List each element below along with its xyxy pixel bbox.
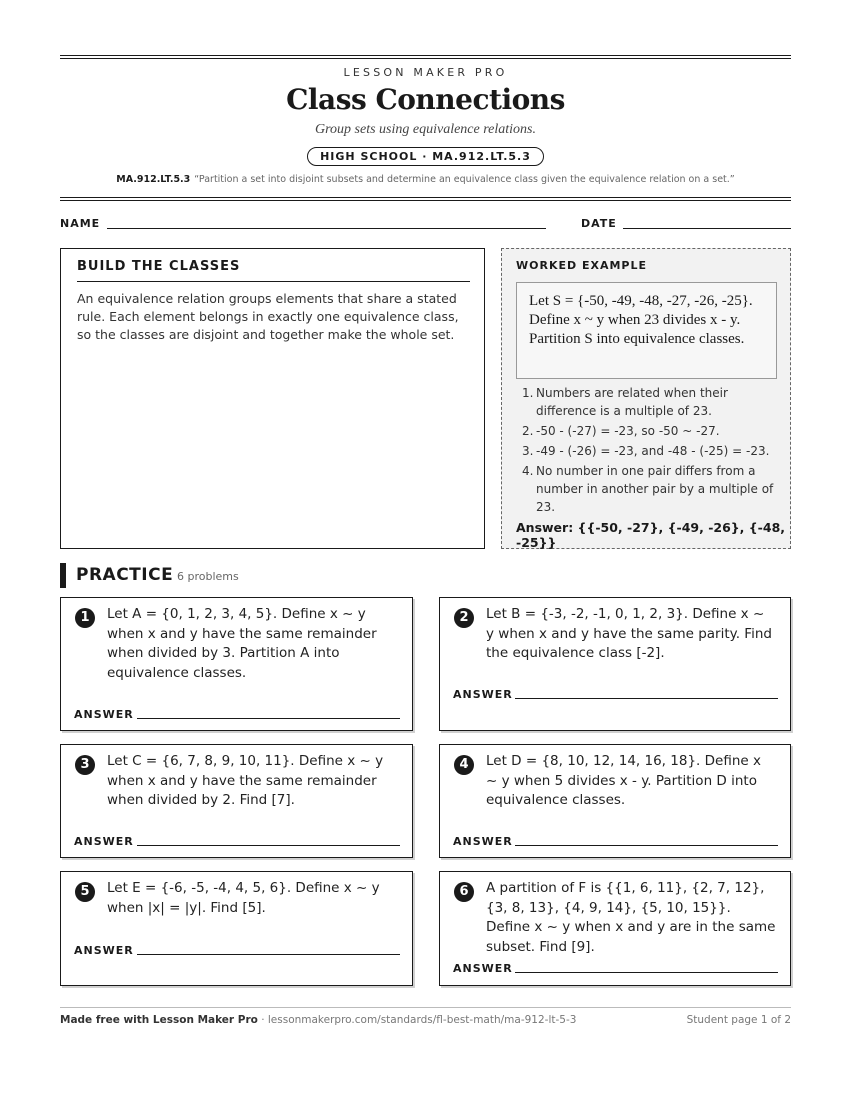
header-bottom-rule: [60, 197, 791, 201]
answer-label: ANSWER: [453, 835, 513, 848]
worked-example-steps: [516, 384, 778, 518]
worked-step: 3. -49 - (-26) = -23, and -48 - (-25) = -23.: [522, 444, 770, 458]
date-label: DATE: [581, 217, 617, 230]
footer-page-number: Student page 1 of 2: [686, 1014, 791, 1026]
problem-number-badge: 4: [454, 755, 474, 775]
name-label: NAME: [60, 217, 101, 230]
worked-example-heading: WORKED EXAMPLE: [516, 259, 647, 272]
level-badge: HIGH SCHOOL · MA.912.LT.5.3: [307, 147, 544, 166]
footer-made-with: Made free with Lesson Maker Pro: [60, 1014, 258, 1026]
answer-line[interactable]: [515, 845, 778, 846]
problem-number-badge: 6: [454, 882, 474, 902]
build-classes-panel: [60, 248, 485, 549]
problem-text: Let E = {-6, -5, -4, 4, 5, 6}. Define x ~ y when |x| = |y|. Find [5].: [107, 880, 380, 916]
standard-statement: [60, 174, 791, 185]
worked-step: 4. No number in one pair differs from a number in another pair by a multiple of 23.: [522, 464, 774, 514]
problem-card-1: [60, 597, 413, 731]
worked-step: 2. -50 - (-27) = -23, so -50 ~ -27.: [522, 424, 720, 438]
answer-line[interactable]: [137, 954, 400, 955]
problem-number-badge: 2: [454, 608, 474, 628]
answer-label: ANSWER: [74, 944, 134, 957]
problem-card-5: [60, 871, 413, 986]
answer-label: ANSWER: [453, 688, 513, 701]
answer-label: ANSWER: [74, 708, 134, 721]
worked-step: 1. Numbers are related when their difference is a multiple of 23.: [522, 386, 728, 418]
answer-line[interactable]: [137, 845, 400, 846]
brand-name: LESSON MAKER PRO: [343, 66, 508, 79]
date-field-line[interactable]: [623, 228, 791, 229]
answer-line[interactable]: [137, 718, 400, 719]
standard-code: MA.912.LT.5.3: [116, 174, 191, 185]
practice-heading: PRACTICE: [76, 565, 174, 585]
answer-line[interactable]: [515, 698, 778, 699]
problem-number-badge: 5: [75, 882, 95, 902]
standard-text: “Partition a set into disjoint subsets and determine an equivalence class given the equivalence relation on a set.”: [194, 174, 735, 185]
problem-number-badge: 3: [75, 755, 95, 775]
problem-text: Let A = {0, 1, 2, 3, 4, 5}. Define x ~ y when x and y have the same remainder when divided by 3. Partition A into equivalence classes.: [107, 606, 377, 681]
page-subtitle: Group sets using equivalence relations.: [315, 122, 536, 137]
problem-number-badge: 1: [75, 608, 95, 628]
answer-label: ANSWER: [453, 962, 513, 975]
footer-rule: [60, 1007, 791, 1008]
worked-example-problem: Let S = {-50, -49, -48, -27, -26, -25}. Define x ~ y when 23 divides x - y. Partition S into equivalence classes.: [516, 282, 777, 379]
answer-line[interactable]: [515, 972, 778, 973]
header-top-rule: [60, 55, 791, 59]
footer-url[interactable]: · lessonmakerpro.com/standards/fl-best-math/ma-912-lt-5-3: [257, 1014, 577, 1026]
problem-card-2: [439, 597, 791, 731]
problem-text: Let D = {8, 10, 12, 14, 16, 18}. Define x ~ y when 5 divides x - y. Partition D into equivalence classes.: [486, 753, 761, 808]
problem-text: Let B = {-3, -2, -1, 0, 1, 2, 3}. Define x ~ y when x and y have the same parity. Find the equivalence class [-2].: [486, 606, 772, 661]
problem-card-6: [439, 871, 791, 986]
problem-card-4: [439, 744, 791, 858]
problem-card-3: [60, 744, 413, 858]
build-classes-heading: BUILD THE CLASSES: [77, 259, 470, 282]
practice-accent-bar: [60, 563, 66, 588]
problem-text: Let C = {6, 7, 8, 9, 10, 11}. Define x ~ y when x and y have the same remainder when divided by 2. Find [7].: [107, 753, 384, 808]
footer-credit: [60, 1014, 576, 1026]
name-field-line[interactable]: [107, 228, 546, 229]
build-classes-body: An equivalence relation groups elements that share a stated rule. Each element belongs in exactly one equivalence class, so the classes are disjoint and together make the whole set.: [77, 291, 459, 342]
answer-label: ANSWER: [74, 835, 134, 848]
page-title: Class Connections: [286, 83, 565, 116]
problem-text: A partition of F is {{1, 6, 11}, {2, 7, 12}, {3, 8, 13}, {4, 9, 14}, {5, 10, 15}}. Define x ~ y when x and y are in the same subset. Find [9].: [486, 880, 776, 955]
practice-count: 6 problems: [177, 570, 239, 583]
worked-example-panel: [501, 248, 791, 549]
worked-example-answer: Answer: {{-50, -27}, {-49, -26}, {-48, -25}}: [516, 520, 786, 550]
